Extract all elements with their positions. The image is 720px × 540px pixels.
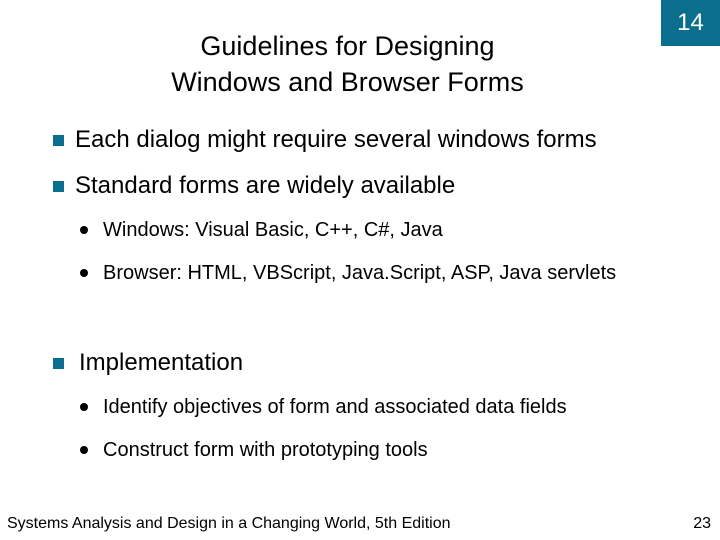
round-bullet-icon	[78, 217, 90, 243]
square-bullet-icon	[48, 126, 68, 154]
sub-bullet-item	[78, 217, 443, 243]
bullet-item	[48, 172, 455, 200]
square-bullet-icon	[48, 172, 68, 200]
bullet-item	[48, 126, 597, 154]
bullet-text: Each dialog might require several windows forms	[75, 126, 597, 153]
slide-title	[100, 28, 595, 100]
square-bullet-icon	[48, 349, 68, 377]
round-bullet-icon	[78, 437, 90, 463]
sub-bullet-text: Windows: Visual Basic, C++, C#, Java	[103, 219, 443, 241]
sub-bullet-item	[78, 437, 428, 463]
sub-bullet-text: Construct form with prototyping tools	[103, 439, 428, 461]
page-number: 23	[693, 515, 711, 532]
slide-number-badge: 14	[661, 0, 720, 46]
slide-title-line-1: Guidelines for Designing	[200, 31, 495, 61]
round-bullet-icon	[78, 260, 90, 286]
round-bullet-icon	[78, 394, 90, 420]
sub-bullet-item	[78, 394, 567, 420]
bullet-item	[48, 349, 243, 377]
bullet-text: Standard forms are widely available	[75, 172, 456, 199]
bullet-text: Implementation	[79, 349, 244, 376]
slide-title-line-2: Windows and Browser Forms	[171, 67, 524, 97]
slide-footer: Systems Analysis and Design in a Changing World, 5th Edition	[7, 515, 451, 532]
sub-bullet-text: Identify objectives of form and associated data fields	[103, 396, 567, 418]
sub-bullet-text: Browser: HTML, VBScript, Java.Script, ASP, Java servlets	[103, 262, 617, 284]
sub-bullet-item	[78, 260, 643, 286]
